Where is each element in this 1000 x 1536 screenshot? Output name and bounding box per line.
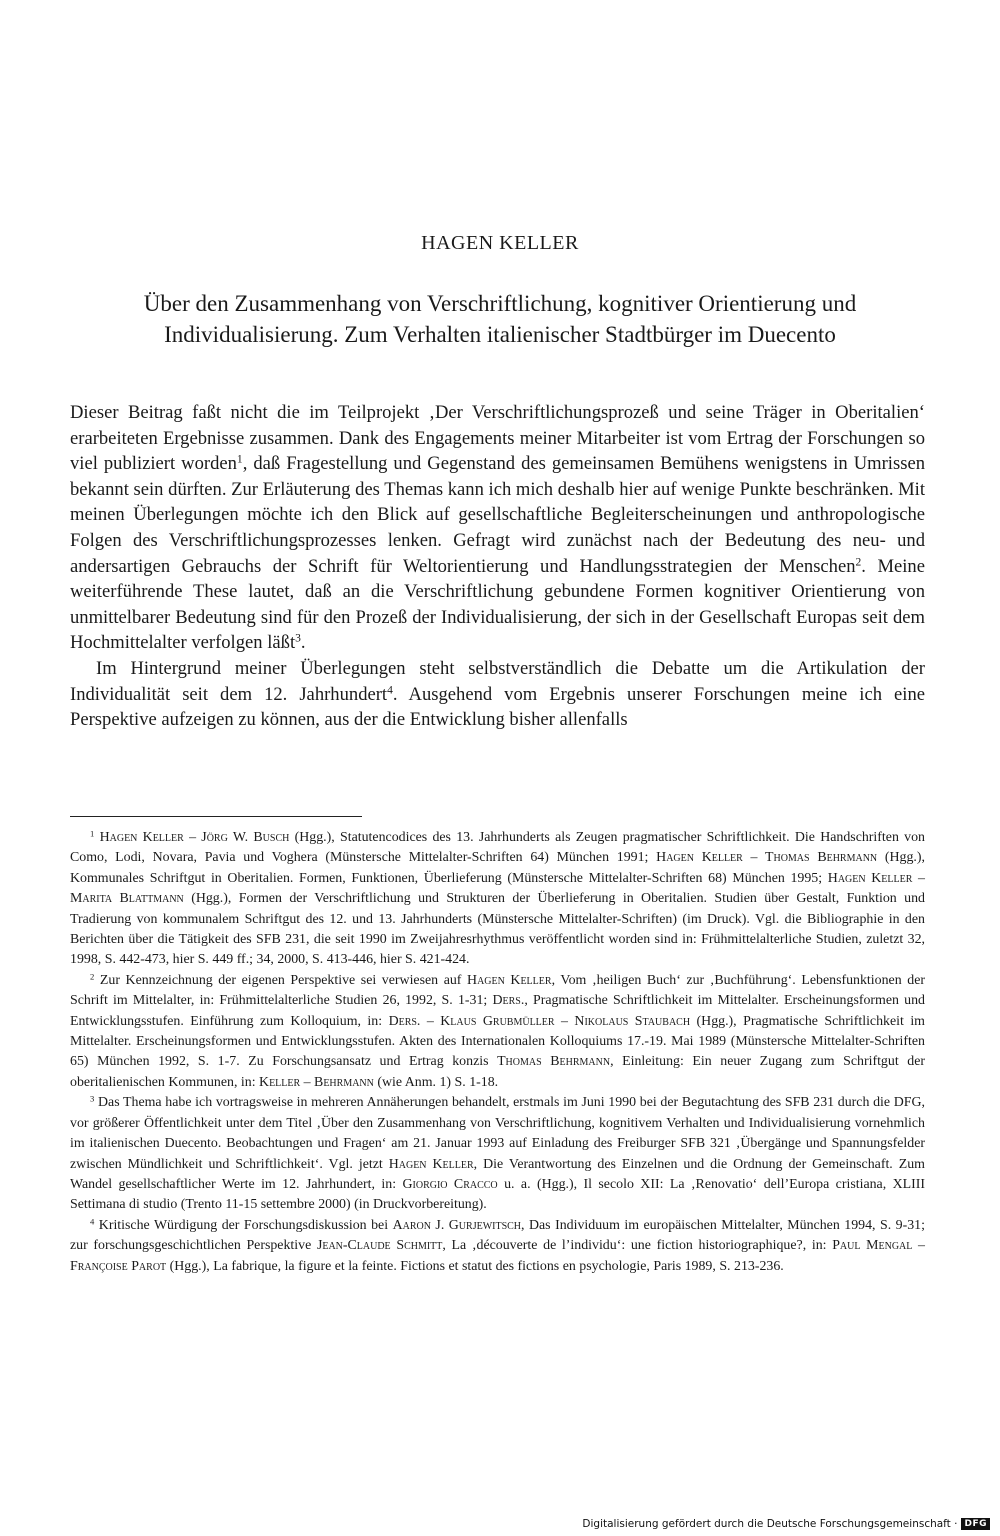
text-run: Kritische Würdigung der Forschungsdiskussion bei bbox=[94, 1217, 393, 1233]
credit-text: Digitalisierung gefördert durch die Deutsche Forschungsgemeinschaft · bbox=[582, 1518, 958, 1530]
footnote-3 bbox=[70, 1093, 925, 1215]
text-run: Im Hintergrund meiner Überlegungen steht selbstverständlich die Debatte um die Artikulation der Individualität seit dem 12. Jahrhundert bbox=[70, 657, 925, 705]
footnote-1 bbox=[70, 828, 925, 971]
paragraph-2 bbox=[70, 656, 925, 733]
footnote-ref-3: 3 bbox=[295, 633, 301, 646]
title-line-2: Individualisierung. Zum Verhalten italienischer Stadtbürger im Duecento bbox=[164, 322, 836, 347]
footnote-separator bbox=[70, 816, 362, 817]
text-run: . bbox=[300, 632, 306, 654]
text-run: , Die Verantwortung des Einzelnen und die Ordnung der Gemeinschaft. Zum Wandel gesellschaftlicher Werte im 12. Jahrhundert, in: bbox=[70, 1156, 925, 1192]
footnote-number: 4 bbox=[90, 1215, 95, 1226]
author-names: Jean-Claude Schmitt bbox=[316, 1238, 443, 1254]
author-names: Hagen Keller – Thomas Behrmann bbox=[656, 850, 878, 866]
author-names: Hagen Keller bbox=[467, 972, 552, 988]
author-names: Keller – Behrmann bbox=[259, 1074, 374, 1090]
text-run: (wie Anm. 1) S. 1-18. bbox=[373, 1074, 499, 1090]
text-run: . Meine weiterführende These lautet, daß an die Verschriftlichung gebundene Formen kognitiver Orientierung von unmittelbarer Bedeutung sind für den Prozeß der Individualisierung, der sich in der Gesellschaft Europas seit dem Hochmittelalter verfolgen läßt bbox=[70, 555, 925, 654]
text-run: (Hgg.), Kommunales Schriftgut in Oberitalien. Formen, Funktionen, Überlieferung (Münstersche Mittelalter-Schriften 68) München 1995; bbox=[70, 850, 926, 886]
paragraph-1 bbox=[70, 400, 925, 656]
text-run: , Pragmatische Schriftlichkeit im Mittelalter. Erscheinungsformen und Entwicklungsstufen. Einführung zum Kolloquium, in: bbox=[70, 993, 925, 1029]
author-names: Hagen Keller – Jörg W. Busch bbox=[99, 830, 290, 845]
digitization-credit bbox=[582, 1518, 990, 1530]
author-names: Paul Mengal – Françoise Parot bbox=[70, 1238, 926, 1274]
footnote-4 bbox=[70, 1216, 925, 1277]
text-run: , Vom ‚heiligen Buch‘ zur ‚Buchführung‘. Lebensfunktionen der Schrift im Mittelalter, in: Frühmittelalterliche Studien 26, 1992, S. 1-31; bbox=[70, 972, 925, 1009]
article-title bbox=[90, 288, 910, 350]
text-run: . Ausgehend vom Ergebnis unserer Forschungen meine ich eine Perspektive aufzeigen zu können, aus der die Entwicklung bisher allenfalls bbox=[70, 683, 926, 731]
text-run: , daß Fragestellung und Gegenstand des gemeinsamen Bemühens wenigstens in Umrissen bekannt sein dürften. Zur Erläuterung des Themas kann ich mich deshalb hier auf wenige Punkte beschränken. Mit meinen Überlegungen möchte ich den Blick auf gesellschaftliche Begleiterscheinungen und anthropologische Folgen des Verschriftlichungsprozesses lenken. Gefragt wird zunächst nach der Bedeutung des neu- und andersartigen Gebrauchs der Schrift für Weltorientierung und Handlungsstrategien der Menschen bbox=[70, 453, 925, 577]
author-names: Giorgio Cracco bbox=[402, 1176, 498, 1192]
author-names: Ders. bbox=[492, 993, 525, 1009]
text-run: u. a. (Hgg.), Il secolo XII: La ‚Renovatio‘ dell’Europa cristiana, XLIII Settimana di studio (Trento 11-15 settembre 2000) (in Druckvorbereitung). bbox=[70, 1176, 926, 1213]
text-run: , La ‚découverte de l’individu‘: une fiction historiographique?, in: bbox=[442, 1238, 833, 1254]
footnotes bbox=[70, 828, 925, 1277]
text-run: (Hgg.), Statutencodices des 13. Jahrhunderts als Zeugen pragmatischer Schriftlichkeit. Die Handschriften von Como, Lodi, Novara, Pavia und Voghera (Münstersche Mittelalter-Schriften 64) München 1991; bbox=[70, 830, 925, 866]
main-text bbox=[70, 400, 925, 733]
footnote-ref-4: 4 bbox=[387, 684, 393, 697]
text-run: , Einleitung: Ein neuer Zugang zum Schriftgut der oberitalienischen Kommunen, in: bbox=[70, 1054, 925, 1090]
author-names: Hagen Keller bbox=[388, 1156, 474, 1172]
footnote-ref-2: 2 bbox=[855, 556, 862, 569]
author-name: HAGEN KELLER bbox=[421, 232, 579, 254]
footnote-ref-1: 1 bbox=[236, 453, 243, 466]
footnote-number: 2 bbox=[90, 971, 95, 982]
author-names: Hagen Keller – Marita Blattmann bbox=[70, 870, 925, 907]
footnote-number: 3 bbox=[90, 1093, 95, 1104]
author-names: Ders. – Klaus Grubmüller – Nikolaus Staubach bbox=[388, 1013, 691, 1029]
footnote-number: 1 bbox=[90, 828, 95, 839]
text-run: (Hgg.), La fabrique, la figure et la feinte. Fictions et statut des fictions en psychologie, Paris 1989, S. 213-236. bbox=[166, 1258, 784, 1274]
author-names: Aaron J. Gurjewitsch bbox=[392, 1217, 522, 1233]
text-run: Dieser Beitrag faßt nicht die im Teilprojekt ‚Der Verschriftlichungsprozeß und seine Träger in Oberitalien‘ erarbeiteten Ergebnisse zusammen. Dank des Engagements meiner Mitarbeiter ist vom Ertrag der Forschungen so viel publiziert worden bbox=[70, 402, 925, 475]
footnote-2 bbox=[70, 971, 925, 1093]
author-names: Thomas Behrmann bbox=[497, 1054, 611, 1070]
dfg-logo-icon: DFG bbox=[961, 1518, 990, 1530]
title-line-1: Über den Zusammenhang von Verschriftlichung, kognitiver Orientierung und bbox=[143, 291, 857, 316]
text-run: Das Thema habe ich vortragsweise in mehreren Annäherungen behandelt, erstmals im Juni 1990 bei der Begutachtung des SFB 231 durch die DFG, vor größerer Öffentlichkeit unter dem Titel ‚Über den Zusammenhang von Verschriftlichung, kognitivem Verhalten und Individualisierung vornehmlich im italienischen Duecento. Beobachtungen und Fragen‘ am 21. Januar 1993 auf Einladung des Freiburger SFB 321 ‚Übergänge und Spannungsfelder zwischen Mündlichkeit und Schriftlichkeit‘. Vgl. jetzt bbox=[70, 1095, 925, 1172]
text-run: Zur Kennzeichnung der eigenen Perspektive sei verwiesen auf bbox=[94, 972, 468, 988]
text-run: (Hgg.), Pragmatische Schriftlichkeit im Mittelalter. Erscheinungsformen und Entwicklungsstufen. Akten des Internationalen Kolloquiums 17.-19. Mai 1989 (Münstersche Mittelalter-Schriften 65) München 1992, S. 1-7. Zu Forschungsansatz und Ertrag konzis bbox=[70, 1013, 925, 1070]
text-run: , Das Individuum im europäischen Mittelalter, München 1994, S. 9-31; zur forschungsgeschichtlichen Perspektive bbox=[70, 1217, 925, 1254]
text-run: (Hgg.), Formen der Verschriftlichung und Strukturen der Überlieferung in Oberitalien. Studien über Gestalt, Funktion und Tradierung von kommunalem Schriftgut des 12. und 13. Jahrhunderts (Münstersche Mittelalter-Schriften) (im Druck). Vgl. die Bibliographie in den Berichten über die Tätigkeit des SFB 231, die seit 1990 im Zweijahresrhythmus veröffentlicht worden sind in: Frühmittelalterliche Studien, zuletzt 32, 1998, S. 442-473, hier S. 449 ff.; 34, 2000, S. 413-446, hier S. 421-424. bbox=[70, 891, 925, 968]
